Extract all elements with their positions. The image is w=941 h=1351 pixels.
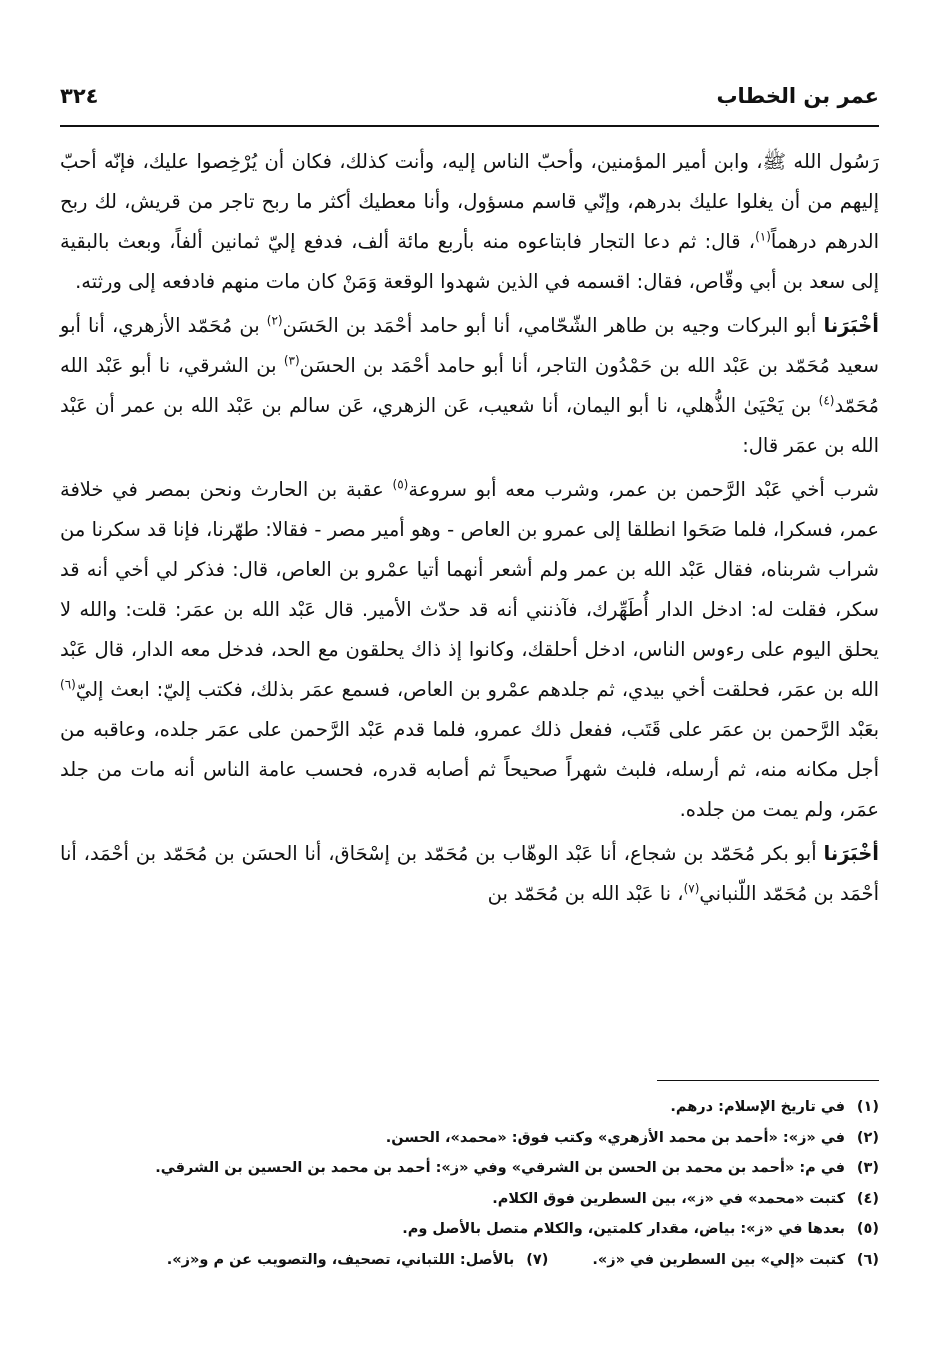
paragraph-4 [60, 834, 879, 914]
footnote-number: (٥) [856, 1221, 879, 1237]
paragraph-text: بن مُحَمّد الأزهري، أنا أبو سعيد مُحَمّد بن عَبْد الله بن حَمْدُون التاجر، أنا أبو حامد أحْمَد بن الحسَن [60, 314, 879, 377]
footnote-number: (١) [856, 1099, 879, 1115]
footnote-ref: (٣) [283, 353, 300, 368]
footnote-text: كتبت «إلي» بين السطرين في «ز». [592, 1251, 845, 1268]
main-text [60, 142, 879, 918]
paragraph-text: بعَبْد الرَّحمن بن عمَر على قَتَب، ففعل ذلك عمرو، فلما قدم عَبْد الرَّحمن على عمَر جلده، وعاقبه من أجل مكانه منه، ثم أرسله، فلبث شهراً صحيحاً ثم أصابه قدره، فحسب عامة الناس أنه مات من جلد عمَر، ولم يمت من جلده. [60, 718, 879, 821]
footnote-item [60, 1214, 879, 1245]
paragraph-text: بن يَحْيَىٰ الذُّهلي، نا أبو اليمان، أنا شعيب، عَن الزهري، عَن سالم بن عَبْد الله بن عمر أن عَبْد الله بن عمَر قال: [60, 394, 879, 457]
paragraph-1 [60, 142, 879, 302]
header-rule [60, 125, 879, 127]
footnote-item [60, 1245, 879, 1276]
footnote-item [60, 1153, 879, 1184]
footnote-number: (٦) [856, 1251, 879, 1268]
paragraph-text: بن الشرقي، نا أبو عَبْد الله مُحَمّد [60, 354, 879, 417]
footnote-number: (٣) [856, 1160, 879, 1176]
paragraph-3 [60, 470, 879, 830]
footnote-text: كتبت «محمد» في «ز»، بين السطرين فوق الكلام. [492, 1190, 845, 1207]
footnote-item [60, 1184, 879, 1215]
footnotes [60, 1092, 879, 1275]
footnote-ref: (٦) [60, 677, 76, 692]
footnote-number: (٤) [856, 1190, 879, 1207]
paragraph-text: ، قال: ثم دعا التجار فابتاعوه منه بأربع مائة ألف، فدفع إليّ ثمانين ألفاً، وبعث بالبقية إلى سعد بن أبي وقّاص، فقال: اقسمه في الذين شهدوا الوقعة وَمَنْ كان مات منهم فادفعه إلى ورثته. [60, 230, 879, 293]
paragraph-text: ، نا عَبْد الله بن مُحَمّد بن [487, 882, 684, 905]
footnote-text: بالأصل: اللتباني، تصحيف، والتصويب عن م و«ز». [166, 1251, 515, 1268]
page-number: ٣٢٤ [60, 84, 99, 108]
footnote-item [60, 1123, 879, 1154]
footnote-number: (٧) [526, 1251, 549, 1268]
footnote-ref: (٧) [683, 881, 700, 896]
footnote-text: في تاريخ الإسلام: درهم. [670, 1099, 845, 1115]
footnote-ref: (٢) [266, 313, 283, 328]
footnote-text: في م: «أحمد بن محمد بن الحسن بن الشرقي» وفي «ز»: أحمد بن محمد بن الحسين بن الشرقي. [155, 1160, 845, 1176]
footnote-ref: (١) [755, 229, 771, 244]
footnote-rule [657, 1080, 879, 1081]
footnote-text: بعدها في «ز»: بياض، مقدار كلمتين، والكلام متصل بالأصل وم. [402, 1221, 845, 1237]
paragraph-2 [60, 306, 879, 466]
paragraph-text: أبو بكر مُحَمّد بن شجاع، أنا عَبْد الوهّاب بن مُحَمّد بن إسْحَاق، أنا الحسَن بن مُحَمّد بن أحْمَد، أنا أحْمَد بن مُحَمّد اللّنباني [60, 842, 879, 905]
running-header [60, 84, 879, 118]
footnote-ref: (٥) [392, 477, 409, 492]
paragraph-text: أبو البركات وجيه بن طاهر الشّحّامي، أنا أبو حامد أحْمَد بن الحَسَن [282, 314, 824, 337]
footnote-ref: (٤) [818, 393, 835, 408]
header-title: عمر بن الخطاب [716, 84, 879, 108]
footnote-item [60, 1092, 879, 1123]
paragraph-text: شرب أخي عَبْد الرَّحمن بن عمر، وشرب معه أبو سروعة [408, 478, 879, 501]
footnote-text: في «ز»: «أحمد بن محمد الأزهري» وكتب فوق: «محمد»، الحسن. [385, 1129, 845, 1146]
footnote-number: (٢) [856, 1129, 879, 1146]
isnad-keyword: أخْبَرَنا [823, 314, 879, 337]
paragraph-text: عقبة بن الحارث ونحن بمصر في خلافة عمر، فسكرا، فلما صَحَوا انطلقا إلى عمرو بن العاص - وهو أمير مصر - فقالا: طهّرنا، فإنا قد سكرنا من شراب شربناه، فقال عَبْد الله بن عمر ولم أشعر أنهما أتيا عمْرو بن العاص، قال: فذكر لي أخي أنه قد سكر، فقلت له: ادخل الدار أُطَهِّرك، فآذنني أنه قد حدّث الأمير. قال عَبْد الله بن عمَر: قلت: والله لا يحلق اليوم على رءوس الناس، ادخل أحلقك، وكانوا إذ ذاك يحلقون مع الحد، فدخل معه الدار، قال عَبْد الله بن عمَر، فحلقت أخي بيدي، ثم جلدهم عمْرو بن العاص، فسمع عمَر بذلك، فكتب إليّ: ابعث إليّ [60, 478, 879, 701]
isnad-keyword: أخْبَرَنا [823, 842, 879, 865]
paragraph-text: رَسُول الله ﷺ، وابن أمير المؤمنين، وأحبّ الناس إليه، وأنت كذلك، فكان أن يُرْخِصوا عليك، فإنّه أحبّ إليهم من أن يغلوا عليك بدرهم، وإنّي قاسم مسؤول، وأنا معطيك أكثر ما ربح تاجر من قريش، لك ربح الدرهم درهماً [60, 150, 879, 253]
